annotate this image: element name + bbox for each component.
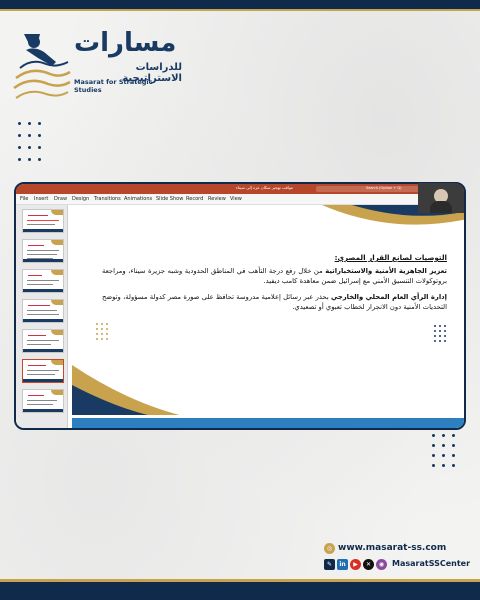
scribe-figure-icon bbox=[12, 28, 72, 108]
footer-contacts bbox=[322, 542, 472, 574]
slide-thumbnail[interactable] bbox=[22, 299, 64, 323]
slide-canvas[interactable] bbox=[72, 205, 466, 430]
masarat-logo bbox=[12, 28, 182, 108]
decorative-dots-left bbox=[18, 122, 48, 164]
slide-thumbnail[interactable] bbox=[22, 209, 64, 233]
recommendations-heading: التوصيات لصانع القرار المصري: bbox=[334, 253, 447, 262]
search-placeholder: Search (Option + Q) bbox=[366, 186, 402, 190]
slide-thumbnail[interactable] bbox=[22, 269, 64, 293]
x-square-icon[interactable]: ✎ bbox=[324, 559, 335, 570]
recommendation-2-title: إدارة الرأي العام المحلي والخارجي bbox=[330, 293, 447, 301]
slide-thumbnail[interactable] bbox=[22, 239, 64, 263]
instagram-icon[interactable]: ◉ bbox=[376, 559, 387, 570]
app-title-bar bbox=[16, 184, 464, 194]
social-row bbox=[322, 558, 472, 574]
x-icon[interactable]: ✕ bbox=[363, 559, 374, 570]
recommendation-2 bbox=[102, 292, 447, 312]
recommendation-1-title: تعزيز الجاهزية الأمنية والاستخباراتية bbox=[325, 267, 447, 275]
menu-file[interactable]: File bbox=[20, 196, 29, 202]
decorative-dots-right bbox=[432, 434, 462, 474]
top-navy-bar bbox=[0, 0, 480, 9]
menu-draw[interactable]: Draw bbox=[54, 196, 68, 202]
slide-thumbnail[interactable] bbox=[22, 389, 64, 413]
globe-icon: ◎ bbox=[324, 543, 335, 554]
menu-record[interactable]: Record bbox=[186, 196, 204, 202]
slide-dots-right bbox=[434, 325, 450, 345]
slide-text bbox=[102, 253, 447, 318]
slide-thumbnail-selected[interactable] bbox=[22, 359, 64, 383]
youtube-icon[interactable]: ▶ bbox=[350, 559, 361, 570]
slide-thumbnail[interactable] bbox=[22, 329, 64, 353]
presentation-screenshot bbox=[14, 182, 466, 430]
recommendation-1-body: من خلال رفع درجة التأهب في المناطق الحدودية وشبه جزيرة سيناء، ومراجعة بروتوكولات التنسيق الأمني مع إسرائيل ضمن معاهدة كامب ديفيد. bbox=[102, 267, 447, 285]
brand-name-en: Masarat for Strategic Studies bbox=[74, 78, 153, 94]
website-row bbox=[322, 542, 472, 558]
brand-name-ar: مسارات bbox=[74, 28, 177, 58]
linkedin-icon[interactable]: in bbox=[337, 559, 348, 570]
menu-view[interactable]: View bbox=[230, 196, 242, 202]
bottom-navy-bar bbox=[0, 582, 480, 600]
menu-slide-show[interactable]: Slide Show bbox=[156, 196, 184, 202]
website-link[interactable]: www.masarat-ss.com bbox=[338, 543, 447, 553]
brand-subtitle-ar: للدراسات الاستراتيجية bbox=[122, 62, 182, 84]
menu-design[interactable]: Design bbox=[72, 196, 90, 202]
menu-insert[interactable]: Insert bbox=[34, 196, 49, 202]
presenter-video bbox=[418, 183, 464, 213]
menu-review[interactable]: Review bbox=[208, 196, 226, 202]
top-gold-line bbox=[0, 9, 480, 11]
slide-dots-left bbox=[96, 323, 112, 343]
menu-animations[interactable]: Animations bbox=[124, 196, 153, 202]
presenter-body bbox=[430, 201, 452, 213]
menu-transitions[interactable]: Transitions bbox=[94, 196, 121, 202]
social-handle: MasaratSSCenter bbox=[392, 559, 471, 568]
document-title: عواقب تهجير سكان غزة إلى سيناء bbox=[236, 185, 294, 190]
slide-bottom-band bbox=[72, 418, 466, 430]
recommendation-1 bbox=[102, 266, 447, 286]
recommendation-2-body: بحذر عبر رسائل إعلامية مدروسة تحافظ على صورة مصر كدولة مسؤولة، وتوضح التحديات الأمنية دون الانجرار لخطاب تعبوي أو تصعيدي. bbox=[102, 293, 447, 311]
ribbon-menu bbox=[16, 194, 464, 205]
slide-thumbnails-panel bbox=[16, 205, 68, 430]
